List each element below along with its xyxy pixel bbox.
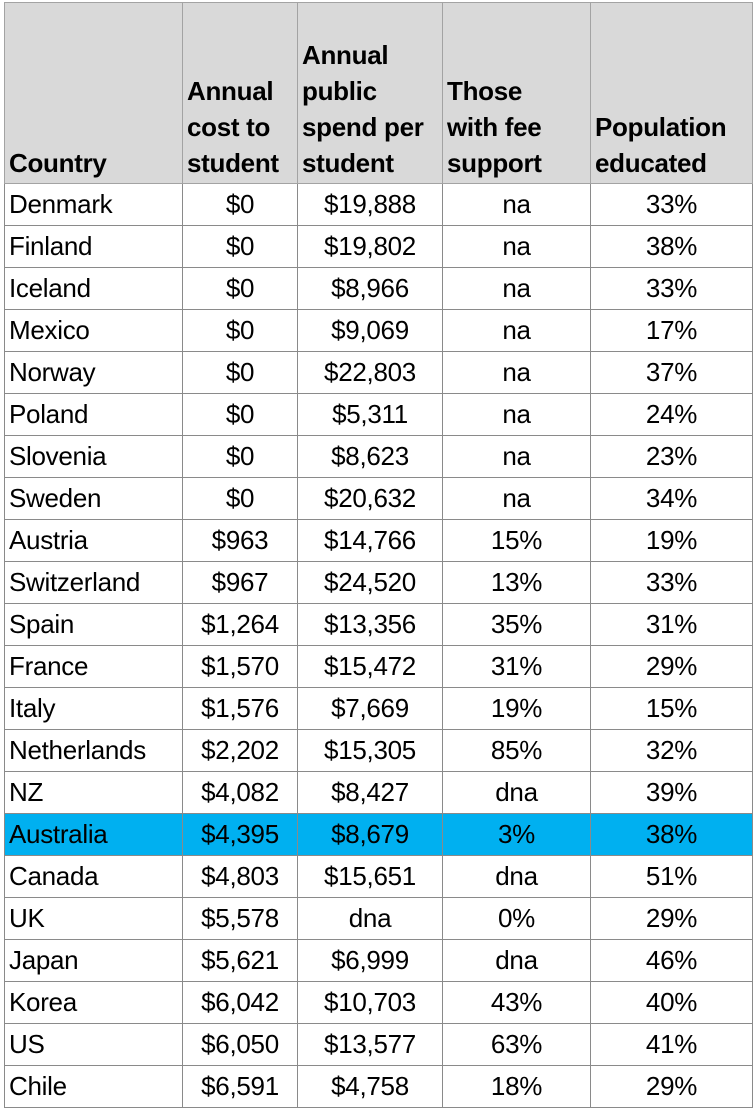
header-line: Population [595, 112, 727, 142]
cell-annual-cost[interactable]: $1,264 [183, 604, 298, 646]
cell-public-spend[interactable]: $8,427 [298, 772, 443, 814]
cell-public-spend[interactable]: $15,651 [298, 856, 443, 898]
header-line: public [302, 76, 377, 106]
cell-population-educated[interactable]: 51% [591, 856, 753, 898]
cell-population-educated[interactable]: 41% [591, 1024, 753, 1066]
cell-annual-cost[interactable]: $0 [183, 436, 298, 478]
cell-country[interactable]: NZ [5, 772, 183, 814]
table-row[interactable] [5, 394, 753, 436]
header-line: spend per [302, 112, 424, 142]
cell-population-educated[interactable]: 39% [591, 772, 753, 814]
header-line: student [187, 148, 279, 178]
cell-country[interactable]: Austria [5, 520, 183, 562]
cell-fee-support[interactable]: na [443, 394, 591, 436]
cell-country[interactable]: Chile [5, 1066, 183, 1108]
cell-annual-cost[interactable]: $6,042 [183, 982, 298, 1024]
cell-fee-support[interactable]: 85% [443, 730, 591, 772]
table-row[interactable] [5, 562, 753, 604]
cell-fee-support[interactable]: 18% [443, 1066, 591, 1108]
cell-country[interactable]: Slovenia [5, 436, 183, 478]
table-row[interactable] [5, 856, 753, 898]
cell-fee-support[interactable]: dna [443, 856, 591, 898]
cell-fee-support[interactable]: 0% [443, 898, 591, 940]
table-row[interactable] [5, 982, 753, 1024]
table-body [5, 184, 753, 1108]
table-row[interactable] [5, 1024, 753, 1066]
cell-population-educated[interactable]: 46% [591, 940, 753, 982]
cell-annual-cost[interactable]: $4,395 [183, 814, 298, 856]
cell-public-spend[interactable]: $5,311 [298, 394, 443, 436]
header-line: support [447, 148, 542, 178]
cell-population-educated[interactable]: 24% [591, 394, 753, 436]
cell-population-educated[interactable]: 31% [591, 604, 753, 646]
cell-population-educated[interactable]: 33% [591, 184, 753, 226]
cell-population-educated[interactable]: 32% [591, 730, 753, 772]
cell-fee-support[interactable]: 31% [443, 646, 591, 688]
header-line: with fee [447, 112, 542, 142]
cell-public-spend[interactable]: $9,069 [298, 310, 443, 352]
cell-country[interactable]: Australia [5, 814, 183, 856]
cell-public-spend[interactable]: $19,888 [298, 184, 443, 226]
cell-population-educated[interactable]: 38% [591, 226, 753, 268]
cell-public-spend[interactable]: dna [298, 898, 443, 940]
header-line: Country [9, 148, 107, 178]
table-row[interactable] [5, 184, 753, 226]
cell-country[interactable]: Korea [5, 982, 183, 1024]
header-annual-cost [183, 3, 298, 184]
cell-fee-support[interactable]: 43% [443, 982, 591, 1024]
cell-annual-cost[interactable]: $0 [183, 184, 298, 226]
cell-fee-support[interactable]: dna [443, 772, 591, 814]
cell-annual-cost[interactable]: $0 [183, 310, 298, 352]
cell-public-spend[interactable]: $13,577 [298, 1024, 443, 1066]
cell-population-educated[interactable]: 15% [591, 688, 753, 730]
cell-annual-cost[interactable]: $4,803 [183, 856, 298, 898]
cell-fee-support[interactable]: 19% [443, 688, 591, 730]
cell-public-spend[interactable]: $8,679 [298, 814, 443, 856]
header-line: cost to [187, 112, 271, 142]
cell-country[interactable]: Sweden [5, 478, 183, 520]
table-row[interactable] [5, 310, 753, 352]
cell-public-spend[interactable]: $7,669 [298, 688, 443, 730]
cell-annual-cost[interactable]: $967 [183, 562, 298, 604]
table-row[interactable] [5, 268, 753, 310]
cell-public-spend[interactable]: $8,966 [298, 268, 443, 310]
cell-fee-support[interactable]: na [443, 310, 591, 352]
cell-annual-cost[interactable]: $0 [183, 268, 298, 310]
table-row-highlighted[interactable] [5, 814, 753, 856]
cell-fee-support[interactable]: 13% [443, 562, 591, 604]
cell-annual-cost[interactable]: $4,082 [183, 772, 298, 814]
cell-public-spend[interactable]: $19,802 [298, 226, 443, 268]
table-row[interactable] [5, 688, 753, 730]
header-line: educated [595, 148, 707, 178]
cell-public-spend[interactable]: $22,803 [298, 352, 443, 394]
table-row[interactable] [5, 478, 753, 520]
cell-annual-cost[interactable]: $0 [183, 226, 298, 268]
header-country [5, 3, 183, 184]
cell-annual-cost[interactable]: $0 [183, 352, 298, 394]
cell-fee-support[interactable]: na [443, 436, 591, 478]
header-line: Annual [302, 40, 389, 70]
cell-population-educated[interactable]: 38% [591, 814, 753, 856]
table-row[interactable] [5, 436, 753, 478]
header-line: student [302, 148, 394, 178]
cell-public-spend[interactable]: $15,472 [298, 646, 443, 688]
cell-public-spend[interactable]: $20,632 [298, 478, 443, 520]
cell-population-educated[interactable]: 29% [591, 1066, 753, 1108]
cell-annual-cost[interactable]: $2,202 [183, 730, 298, 772]
table-row[interactable] [5, 226, 753, 268]
cell-population-educated[interactable]: 29% [591, 898, 753, 940]
cell-public-spend[interactable]: $8,623 [298, 436, 443, 478]
cell-country[interactable]: Switzerland [5, 562, 183, 604]
cell-annual-cost[interactable]: $6,050 [183, 1024, 298, 1066]
cell-annual-cost[interactable]: $1,570 [183, 646, 298, 688]
cell-population-educated[interactable]: 23% [591, 436, 753, 478]
cell-population-educated[interactable]: 40% [591, 982, 753, 1024]
cell-population-educated[interactable]: 34% [591, 478, 753, 520]
cell-country[interactable]: UK [5, 898, 183, 940]
cell-public-spend[interactable]: $24,520 [298, 562, 443, 604]
table-row[interactable] [5, 940, 753, 982]
cell-population-educated[interactable]: 37% [591, 352, 753, 394]
cell-public-spend[interactable]: $14,766 [298, 520, 443, 562]
cell-country[interactable]: Netherlands [5, 730, 183, 772]
cell-population-educated[interactable]: 17% [591, 310, 753, 352]
header-row [5, 3, 753, 184]
table-row[interactable] [5, 520, 753, 562]
table-row[interactable] [5, 1066, 753, 1108]
education-cost-table [4, 2, 753, 1108]
table-row[interactable] [5, 352, 753, 394]
table-row[interactable] [5, 898, 753, 940]
cell-annual-cost[interactable]: $0 [183, 394, 298, 436]
cell-fee-support[interactable]: 35% [443, 604, 591, 646]
cell-fee-support[interactable]: 3% [443, 814, 591, 856]
cell-annual-cost[interactable]: $6,591 [183, 1066, 298, 1108]
cell-country[interactable]: Norway [5, 352, 183, 394]
table-row[interactable] [5, 772, 753, 814]
cell-annual-cost[interactable]: $1,576 [183, 688, 298, 730]
cell-public-spend[interactable]: $13,356 [298, 604, 443, 646]
cell-fee-support[interactable]: na [443, 184, 591, 226]
cell-annual-cost[interactable]: $963 [183, 520, 298, 562]
cell-fee-support[interactable]: 15% [443, 520, 591, 562]
cell-country[interactable]: Finland [5, 226, 183, 268]
cell-fee-support[interactable]: na [443, 268, 591, 310]
table-row[interactable] [5, 730, 753, 772]
cell-annual-cost[interactable]: $5,578 [183, 898, 298, 940]
cell-population-educated[interactable]: 19% [591, 520, 753, 562]
cell-country[interactable]: Italy [5, 688, 183, 730]
cell-public-spend[interactable]: $4,758 [298, 1066, 443, 1108]
table-row[interactable] [5, 646, 753, 688]
cell-fee-support[interactable]: na [443, 226, 591, 268]
header-public-spend [298, 3, 443, 184]
cell-population-educated[interactable]: 33% [591, 562, 753, 604]
cell-annual-cost[interactable]: $0 [183, 478, 298, 520]
cell-country[interactable]: Poland [5, 394, 183, 436]
cell-country[interactable]: US [5, 1024, 183, 1066]
cell-country[interactable]: Denmark [5, 184, 183, 226]
cell-country[interactable]: Mexico [5, 310, 183, 352]
table-row[interactable] [5, 604, 753, 646]
cell-public-spend[interactable]: $6,999 [298, 940, 443, 982]
cell-fee-support[interactable]: na [443, 352, 591, 394]
cell-public-spend[interactable]: $15,305 [298, 730, 443, 772]
spreadsheet [4, 2, 753, 1108]
cell-country[interactable]: Canada [5, 856, 183, 898]
cell-fee-support[interactable]: dna [443, 940, 591, 982]
cell-country[interactable]: Iceland [5, 268, 183, 310]
cell-fee-support[interactable]: 63% [443, 1024, 591, 1066]
cell-country[interactable]: Japan [5, 940, 183, 982]
cell-population-educated[interactable]: 33% [591, 268, 753, 310]
cell-country[interactable]: Spain [5, 604, 183, 646]
cell-public-spend[interactable]: $10,703 [298, 982, 443, 1024]
cell-population-educated[interactable]: 29% [591, 646, 753, 688]
header-line: Those [447, 76, 523, 106]
header-population-educated [591, 3, 753, 184]
cell-annual-cost[interactable]: $5,621 [183, 940, 298, 982]
cell-country[interactable]: France [5, 646, 183, 688]
cell-fee-support[interactable]: na [443, 478, 591, 520]
header-fee-support [443, 3, 591, 184]
header-line: Annual [187, 76, 274, 106]
